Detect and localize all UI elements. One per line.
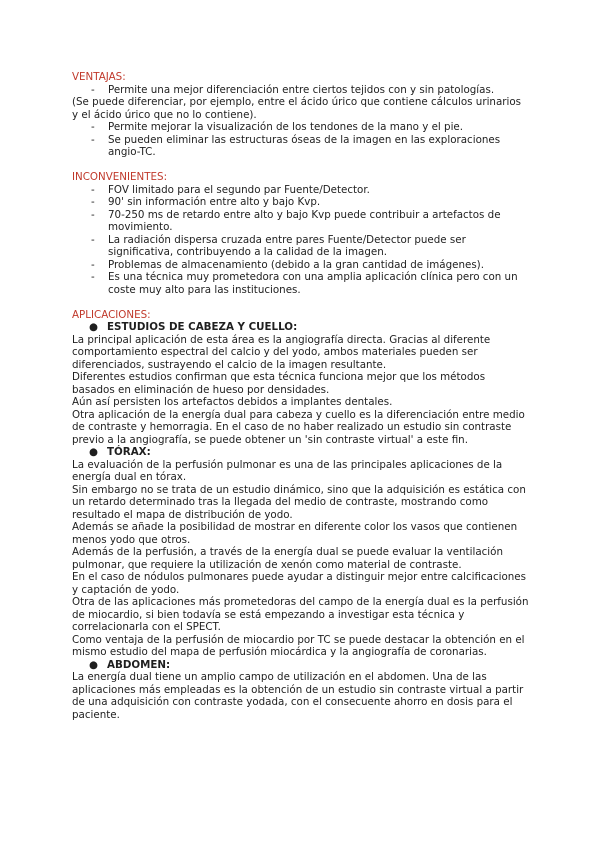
bullet-marker: ● [89, 321, 98, 333]
ventajas-item [72, 84, 530, 97]
paragraph: La principal aplicación de esta área es la angiografía directa. Gracias al diferente comportamiento espectral del calcio y del yodo, ambos materiales pueden ser diferenciados, sustrayendo el calcio de la imagen resultante. [72, 333, 491, 371]
inconvenientes-item [72, 209, 530, 234]
inconvenientes-item [72, 184, 530, 197]
dash-marker: - [91, 258, 95, 271]
inconvenientes-item-text: La radiación dispersa cruzada entre pares Fuente/Detector puede ser significativa, contribuyendo a la calidad de la imagen. [108, 233, 466, 258]
paragraph: Diferentes estudios confirman que esta técnica funciona mejor que los métodos basados en eliminación de hueso por densidades. [72, 371, 486, 396]
ventajas-heading: VENTAJAS: [72, 71, 126, 83]
section-title: ABDOMEN: [107, 658, 171, 671]
ventajas-note: (Se puede diferenciar, por ejemplo, entre el ácido úrico que contiene cálculos urinarios y el ácido úrico que no lo contiene). [72, 96, 522, 121]
paragraph: Además de la perfusión, a través de la energía dual se puede evaluar la ventilación pulmonar, que requiere la utilización de xenón como material de contraste. [72, 546, 503, 571]
inconvenientes-item-text: 90' sin información entre alto y bajo Kvp. [108, 196, 321, 208]
paragraph: Como ventaja de la perfusión de miocardio por TC se puede destacar la obtención en el mismo estudio del mapa de perfusión miocárdica y la angiografía de coronarias. [72, 633, 525, 658]
ventajas-item [72, 134, 530, 159]
section-heading-torax [72, 446, 530, 459]
dash-marker: - [91, 208, 95, 221]
ventajas-item-text: Permite una mejor diferenciación entre ciertos tejidos con y sin patologías. [108, 83, 495, 96]
ventajas-item-text: Se pueden eliminar las estructuras óseas de la imagen en las exploraciones angio-TC. [108, 133, 501, 158]
inconvenientes-heading: INCONVENIENTES: [72, 171, 168, 183]
ventajas-item-text: Permite mejorar la visualización de los tendones de la mano y el pie. [108, 121, 464, 133]
inconvenientes-item [72, 196, 530, 209]
dash-marker: - [91, 121, 95, 133]
paragraph: Además se añade la posibilidad de mostrar en diferente color los vasos que contienen menos yodo que otros. [72, 521, 518, 546]
paragraph: Otra de las aplicaciones más prometedoras del campo de la energía dual es la perfusión de miocardio, si bien todavía se está empezando a investigar esta técnica y correlacionarla con el SPECT. [72, 596, 529, 633]
paragraph: Sin embargo no se trata de un estudio dinámico, sino que la adquisición es estática con un retardo determinado tras la llegada del medio de contraste, mostrando como resultado el mapa de distribución de yodo. [72, 483, 526, 521]
inconvenientes-item-text: Es una técnica muy prometedora con una amplia aplicación clínica pero con un coste muy alto para las instituciones. [108, 271, 518, 296]
inconvenientes-item-text: 70-250 ms de retardo entre alto y bajo Kvp puede contribuir a artefactos de movimiento. [108, 208, 501, 233]
dash-marker: - [91, 233, 95, 246]
bullet-marker: ● [89, 658, 98, 671]
dash-marker: - [91, 83, 95, 96]
paragraph: En el caso de nódulos pulmonares puede ayudar a distinguir mejor entre calcificaciones y captación de yodo. [72, 571, 527, 596]
paragraph: La evaluación de la perfusión pulmonar es una de las principales aplicaciones de la energía dual en tórax. [72, 458, 503, 483]
inconvenientes-item [72, 259, 530, 272]
ventajas-item [72, 121, 530, 134]
paragraph: Otra aplicación de la energía dual para cabeza y cuello es la diferenciación entre medio de contraste y hemorragia. En el caso de no haber realizado un estudio sin contraste previo a la angiografía, se puede obtener un 'sin contraste virtual' a este fin. [72, 408, 525, 446]
dash-marker: - [91, 183, 95, 196]
aplicaciones-heading: APLICACIONES: [72, 308, 151, 321]
dash-marker: - [91, 133, 95, 146]
dash-marker: - [91, 196, 95, 208]
inconvenientes-item [72, 271, 530, 296]
bullet-marker: ● [89, 446, 98, 458]
inconvenientes-item-text: Problemas de almacenamiento (debido a la gran cantidad de imágenes). [108, 258, 484, 271]
inconvenientes-item-text: FOV limitado para el segundo par Fuente/Detector. [108, 183, 370, 196]
section-title: TÓRAX: [107, 446, 151, 458]
section-title: ESTUDIOS DE CABEZA Y CUELLO: [107, 321, 298, 333]
section-heading-abdomen [72, 659, 530, 672]
paragraph: La energía dual tiene un amplio campo de utilización en el abdomen. Una de las aplicaciones más empleadas es la obtención de un estudio sin contraste virtual a partir de una adquisición con contraste yodada, con el consecuente ahorro en dosis para el paciente. [72, 671, 524, 721]
paragraph: Aún así persisten los artefactos debidos a implantes dentales. [72, 396, 393, 408]
inconvenientes-item [72, 234, 530, 259]
section-heading-cabeza-cuello [72, 321, 530, 334]
dash-marker: - [91, 271, 95, 283]
